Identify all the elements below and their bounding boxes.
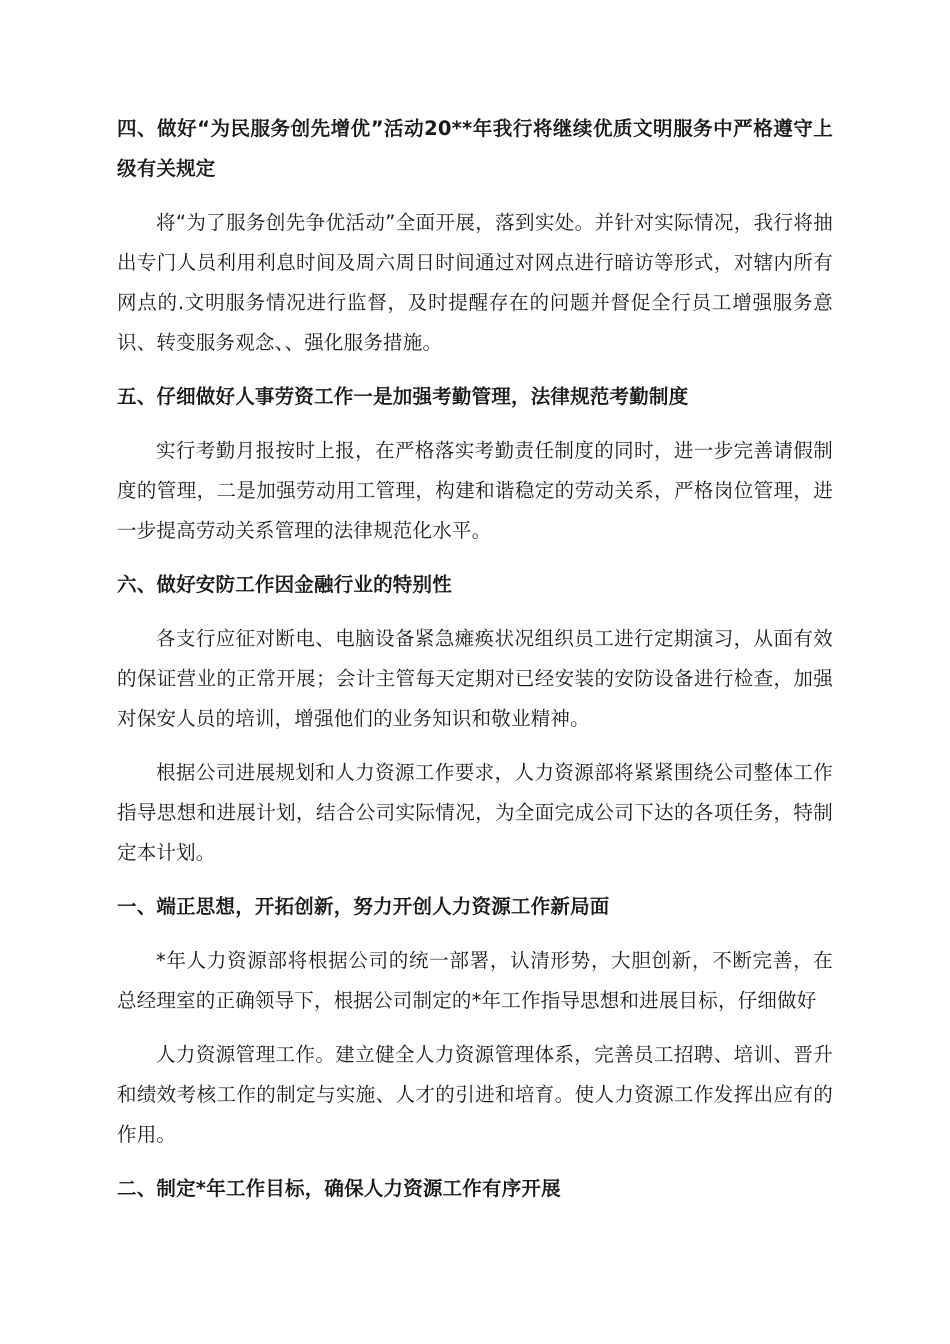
paragraph: 人力资源管理工作。建立健全人力资源管理体系，完善员工招聘、培训、晋升和绩效考核工作的制定与实施、人才的引进和培育。使人力资源工作发挥出应有的作用。 (117, 1043, 833, 1146)
section-heading-5: 五、仔细做好人事劳资工作一是加强考勤管理，法律规范考勤制度 (117, 385, 689, 408)
section-heading-4: 四、做好“为民服务创先增优”活动20**年我行将继续优质文明服务中严格遵守上级有关规定 (117, 117, 833, 180)
paragraph: 将“为了服务创先争优活动”全面开展，落到实处。并针对实际情况，我行将抽出专门人员利用利息时间及周六周日时间通过对网点进行暗访等形式，对辖内所有网点的.文明服务情况进行监督，及时提醒存在的问题并督促全行员工增强服务意识、转变服务观念、、强化服务措施。 (117, 211, 833, 354)
section-heading-1: 一、端正思想，开拓创新，努力开创人力资源工作新局面 (117, 895, 610, 918)
paragraph: 实行考勤月报按时上报，在严格落实考勤责任制度的同时，进一步完善请假制度的管理，二是加强劳动用工管理，构建和谐稳定的劳动关系，严格岗位管理，进一步提高劳动关系管理的法律规范化水平。 (117, 439, 833, 542)
paragraph: 根据公司进展规划和人力资源工作要求，人力资源部将紧紧围绕公司整体工作指导思想和进展计划，结合公司实际情况，为全面完成公司下达的各项任务，特制定本计划。 (117, 761, 833, 864)
paragraph: 各支行应征对断电、电脑设备紧急瘫痪状况组织员工进行定期演习，从面有效的保证营业的正常开展；会计主管每天定期对已经安装的安防设备进行检查，加强对保安人员的培训，增强他们的业务知识和敬业精神。 (117, 627, 833, 730)
section-heading-6: 六、做好安防工作因金融行业的特别性 (117, 573, 452, 596)
document-body (117, 109, 833, 1223)
paragraph: *年人力资源部将根据公司的统一部署，认清形势，大胆创新，不断完善，在总经理室的正确领导下，根据公司制定的*年工作指导思想和进展目标，仔细做好 (117, 949, 833, 1012)
section-heading-2: 二、制定*年工作目标，确保人力资源工作有序开展 (117, 1177, 561, 1200)
